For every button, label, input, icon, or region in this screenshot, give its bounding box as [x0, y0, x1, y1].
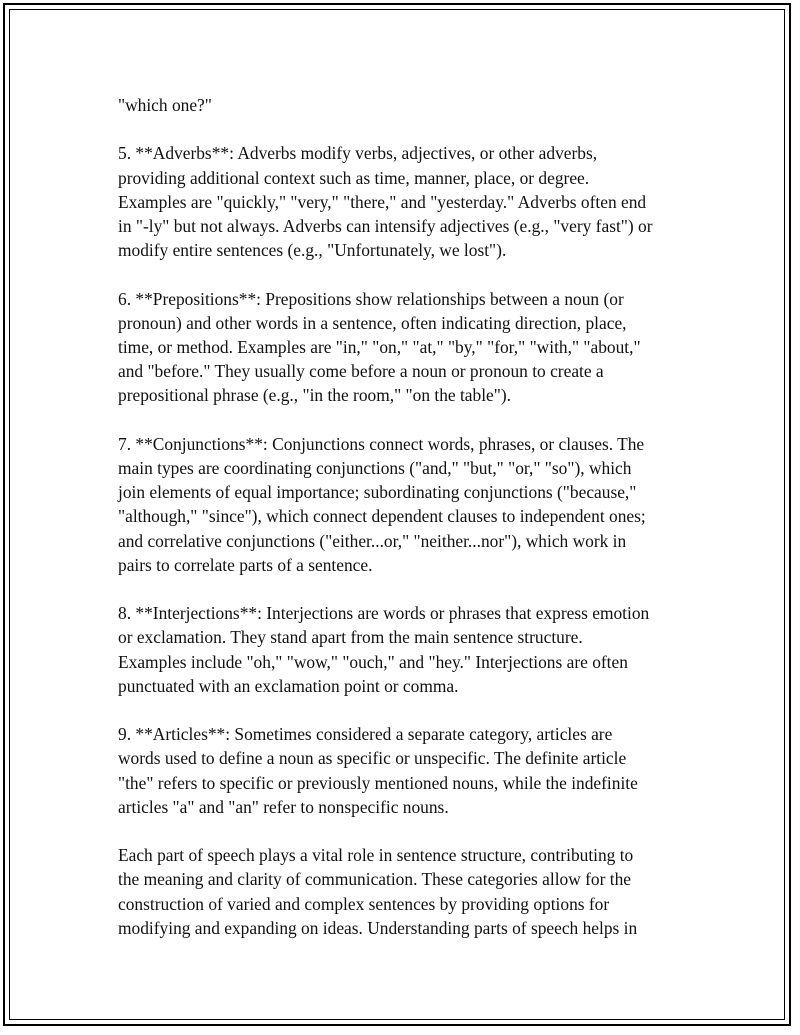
paragraph-interjections: 8. **Interjections**: Interjections are words or phrases that express emotion or exclamation. They stand apart from the main sentence structure. Examples include "oh," "wow," "ouch," and "hey." Interjections are often punctuated with an exclamation point or comma.: [118, 603, 650, 696]
paragraph-prepositions: 6. **Prepositions**: Prepositions show relationships between a noun (or pronoun) and other words in a sentence, often indicating direction, place, time, or method. Examples are "in," "on," "at," "by," "for," "with," "about," and "before." They usually come before a noun or pronoun to create a prepositional phrase (e.g., "in the room," "on the table").: [118, 288, 641, 406]
paragraph-articles: 9. **Articles**: Sometimes considered a separate category, articles are words used to define a noun as specific or unspecific. The definite article "the" refers to specific or previously mentioned nouns, while the indefinite articles "a" and "an" refer to nonspecific nouns.: [118, 724, 638, 817]
document-body: [118, 93, 703, 964]
paragraph-continuation: "which one?": [118, 95, 212, 115]
paragraph-conjunctions: 7. **Conjunctions**: Conjunctions connect words, phrases, or clauses. The main types are coordinating conjunctions ("and," "but," "or," "so"), which join elements of equal importance; subordinating conjunctions ("because," "although," "since"), which connect dependent clauses to independent ones; and correlative conjunctions ("either...or," "neither...nor"), which work in pairs to correlate parts of a sentence.: [118, 433, 646, 575]
paragraph-adverbs: 5. **Adverbs**: Adverbs modify verbs, adjectives, or other adverbs, providing additional context such as time, manner, place, or degree. Examples are "quickly," "very," "there," and "yesterday." Adverbs often end in "-ly" but not always. Adverbs can intensify adjectives (e.g., "very fast") or modify entire sentences (e.g., "Unfortunately, we lost").: [118, 143, 653, 261]
paragraph-summary: Each part of speech plays a vital role in sentence structure, contributing to the meaning and clarity of communication. These categories allow for the construction of varied and complex sentences by providing options for modifying and expanding on ideas. Understanding parts of speech helps in: [118, 845, 638, 938]
